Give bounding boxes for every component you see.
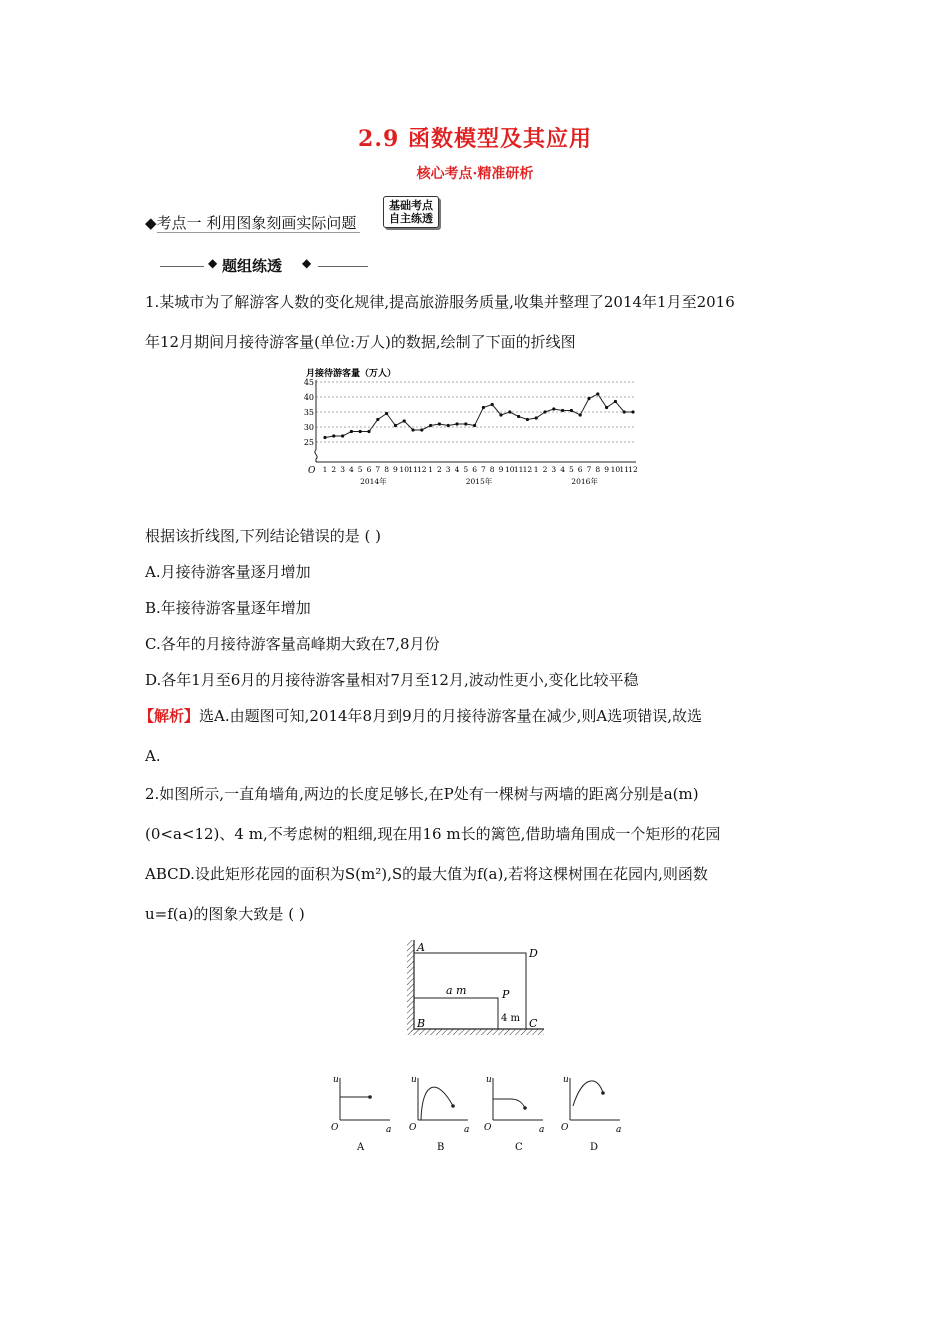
diamond-icon: ◆	[302, 256, 312, 270]
x-tick-label: 4	[349, 465, 354, 474]
data-point	[526, 418, 529, 421]
x-tick-label: 7	[586, 465, 592, 474]
q1-analysis-line2: A.	[145, 747, 161, 765]
data-point	[376, 418, 379, 421]
page-subtitle: 核心考点·精准研析	[416, 166, 534, 182]
data-point	[341, 434, 344, 437]
x-tick-label: 10	[610, 465, 621, 474]
x-tick-label: 10	[399, 465, 409, 474]
label-a-m: a m	[446, 984, 467, 997]
data-point	[605, 406, 608, 409]
data-point	[631, 410, 634, 413]
q2-stem-line3: ABCD.设此矩形花园的面积为S(m²),S的最大值为f(a),若将这棵树围在花园内,则函数	[145, 865, 708, 883]
q2-stem-line2: (0<a<12)、4 m,不考虑树的粗细,现在用16 m长的篱笆,借助墙角围成一个矩形的花园	[145, 825, 721, 843]
axis-origin: O	[409, 1123, 417, 1133]
data-point	[623, 410, 626, 413]
x-tick-label: 3	[445, 465, 451, 474]
axis-origin: O	[484, 1123, 492, 1133]
data-point	[332, 434, 335, 437]
axis-u: u	[563, 1075, 569, 1085]
x-tick-label: 11	[513, 465, 524, 474]
x-tick-label: 1	[428, 465, 433, 474]
x-tick-label: 12	[628, 465, 638, 474]
data-point	[517, 415, 520, 418]
year-label: 2014年	[360, 477, 387, 486]
x-tick-label: 4	[454, 465, 460, 474]
x-tick-label: 8	[595, 465, 601, 474]
q1-option-d: D.各年1月至6月的月接待游客量相对7月至12月,波动性更小,变化比较平稳	[145, 671, 639, 689]
axis-break	[315, 450, 317, 462]
graph-a-label: A	[357, 1142, 365, 1153]
year-label: 2016年	[571, 477, 598, 486]
q2-stem-line4: u=f(a)的图象大致是 ( )	[145, 905, 305, 923]
q1-analysis	[139, 706, 702, 726]
data-point	[420, 428, 423, 431]
graph-c	[484, 1075, 544, 1153]
x-tick-label: 7	[481, 465, 486, 474]
axis-a: a	[464, 1125, 470, 1135]
chart-series-line	[325, 394, 633, 438]
data-point	[359, 430, 362, 433]
chart-y-ticks	[304, 378, 314, 447]
axis-a: a	[386, 1125, 392, 1135]
y-tick-label: 45	[303, 378, 314, 387]
analysis-text: 选A.由题图可知,2014年8月到9月的月接待游客量在减少,则A选项错误,故选	[199, 707, 703, 725]
data-point	[552, 407, 555, 410]
label-4m: 4 m	[501, 1013, 521, 1024]
data-point	[323, 436, 326, 439]
x-tick-label: 2	[437, 465, 442, 474]
x-tick-label: 5	[357, 465, 363, 474]
group-heading	[160, 255, 370, 277]
page-title: 2.9 函数模型及其应用	[358, 126, 592, 152]
divider-left	[160, 266, 204, 267]
data-point	[429, 424, 432, 427]
data-point	[473, 424, 476, 427]
section-tag-line1: 基础考点	[389, 199, 433, 212]
section-tag-line2: 自主练透	[389, 212, 433, 225]
data-point	[411, 428, 414, 431]
graph-b-label: B	[437, 1142, 445, 1153]
chart-year-labels	[360, 476, 598, 486]
graph-d-label: D	[590, 1142, 599, 1153]
x-tick-label: 6	[366, 465, 372, 474]
y-tick-label: 30	[303, 423, 314, 432]
section-tag	[383, 196, 439, 228]
garden-figure	[400, 935, 550, 1035]
diamond-icon: ◆	[208, 256, 218, 270]
axis-u: u	[411, 1075, 417, 1085]
x-tick-label: 11	[408, 465, 418, 474]
data-point	[587, 397, 590, 400]
data-point	[499, 413, 502, 416]
data-point	[447, 424, 450, 427]
label-p: P	[502, 988, 510, 1001]
q1-option-a: A.月接待游客量逐月增加	[145, 563, 311, 581]
x-tick-label: 4	[560, 465, 565, 474]
label-d: D	[529, 947, 538, 960]
graph-c-label: C	[515, 1142, 523, 1153]
q1-stem-line1: 1.某城市为了解游客人数的变化规律,提高旅游服务质量,收集并整理了2014年1月至2016	[145, 293, 735, 311]
x-tick-label: 2	[542, 465, 548, 474]
data-point	[350, 430, 353, 433]
x-tick-label: 6	[577, 465, 583, 474]
x-tick-label: 9	[498, 465, 504, 474]
data-point	[491, 403, 494, 406]
data-point	[596, 392, 599, 395]
x-tick-label: 12	[522, 465, 533, 474]
data-point	[579, 413, 582, 416]
x-tick-label: 1	[322, 465, 328, 474]
axis-u: u	[486, 1075, 492, 1085]
data-point	[535, 416, 538, 419]
label-b: B	[417, 1017, 426, 1030]
y-tick-label: 35	[303, 408, 314, 417]
data-point	[464, 422, 467, 425]
wall-hatch-vertical	[407, 940, 414, 1032]
graph-c-curve	[493, 1099, 525, 1108]
x-tick-label: 5	[569, 465, 574, 474]
data-point	[543, 410, 546, 413]
data-point	[561, 409, 564, 412]
x-tick-label: 7	[375, 465, 381, 474]
data-point	[455, 422, 458, 425]
q2-stem-line1: 2.如图所示,一直角墙角,两边的长度足够长,在P处有一棵树与两墙的距离分别是a(m)	[145, 785, 699, 803]
chart-origin: O	[308, 466, 316, 476]
data-point	[570, 409, 573, 412]
wall-hatch-horizontal	[407, 1029, 544, 1035]
x-tick-label: 11	[619, 465, 629, 474]
x-tick-label: 8	[489, 465, 495, 474]
data-point	[438, 422, 441, 425]
data-point	[614, 400, 617, 403]
axis-a: a	[616, 1125, 622, 1135]
data-point	[403, 419, 406, 422]
axis-origin: O	[331, 1123, 339, 1133]
y-tick-label: 25	[303, 438, 314, 447]
q1-stem-line2: 年12月期间月接待游客量(单位:万人)的数据,绘制了下面的折线图	[145, 333, 576, 351]
x-tick-label: 3	[340, 465, 345, 474]
graph-a	[331, 1075, 391, 1153]
chart-x-ticks	[323, 465, 638, 474]
graph-b	[409, 1075, 469, 1153]
divider-right	[318, 266, 368, 267]
group-heading-text: 题组练透	[222, 257, 283, 275]
diamond-icon: ◆	[145, 214, 157, 232]
year-label: 2015年	[465, 477, 493, 486]
data-point	[508, 410, 511, 413]
q1-option-b: B.年接待游客量逐年增加	[145, 599, 311, 617]
axis-u: u	[333, 1075, 339, 1085]
data-point	[482, 406, 485, 409]
section-heading	[145, 212, 360, 233]
tree-distance-box	[414, 998, 498, 1029]
data-point	[394, 424, 397, 427]
axis-a: a	[539, 1125, 545, 1135]
data-point	[367, 430, 370, 433]
x-tick-label: 2	[331, 465, 337, 474]
label-a: A	[417, 941, 425, 954]
x-tick-label: 3	[551, 465, 557, 474]
chart-title: 月接待游客量（万人）	[306, 369, 397, 379]
q1-prompt: 根据该折线图,下列结论错误的是 ( )	[145, 527, 382, 545]
line-chart	[300, 364, 645, 492]
x-tick-label: 9	[604, 465, 609, 474]
graph-d	[561, 1075, 621, 1153]
label-c: C	[529, 1017, 538, 1030]
data-point	[385, 412, 388, 415]
graph-b-curve	[421, 1087, 453, 1120]
x-tick-label: 8	[384, 465, 389, 474]
x-tick-label: 10	[505, 465, 515, 474]
graph-d-curve	[573, 1081, 603, 1106]
chart-grid	[316, 382, 636, 442]
axis-origin: O	[561, 1123, 569, 1133]
x-tick-label: 6	[472, 465, 477, 474]
x-tick-label: 1	[533, 465, 539, 474]
q1-option-c: C.各年的月接待游客量高峰期大致在7,8月份	[145, 635, 440, 653]
y-tick-label: 40	[303, 393, 314, 402]
x-tick-label: 5	[463, 465, 469, 474]
x-tick-label: 9	[393, 465, 398, 474]
analysis-label: 【解析】	[139, 707, 200, 725]
choice-graphs	[320, 1072, 640, 1157]
x-tick-label: 12	[417, 465, 427, 474]
section-heading-text: 考点一 利用图象刻画实际问题	[157, 214, 361, 233]
